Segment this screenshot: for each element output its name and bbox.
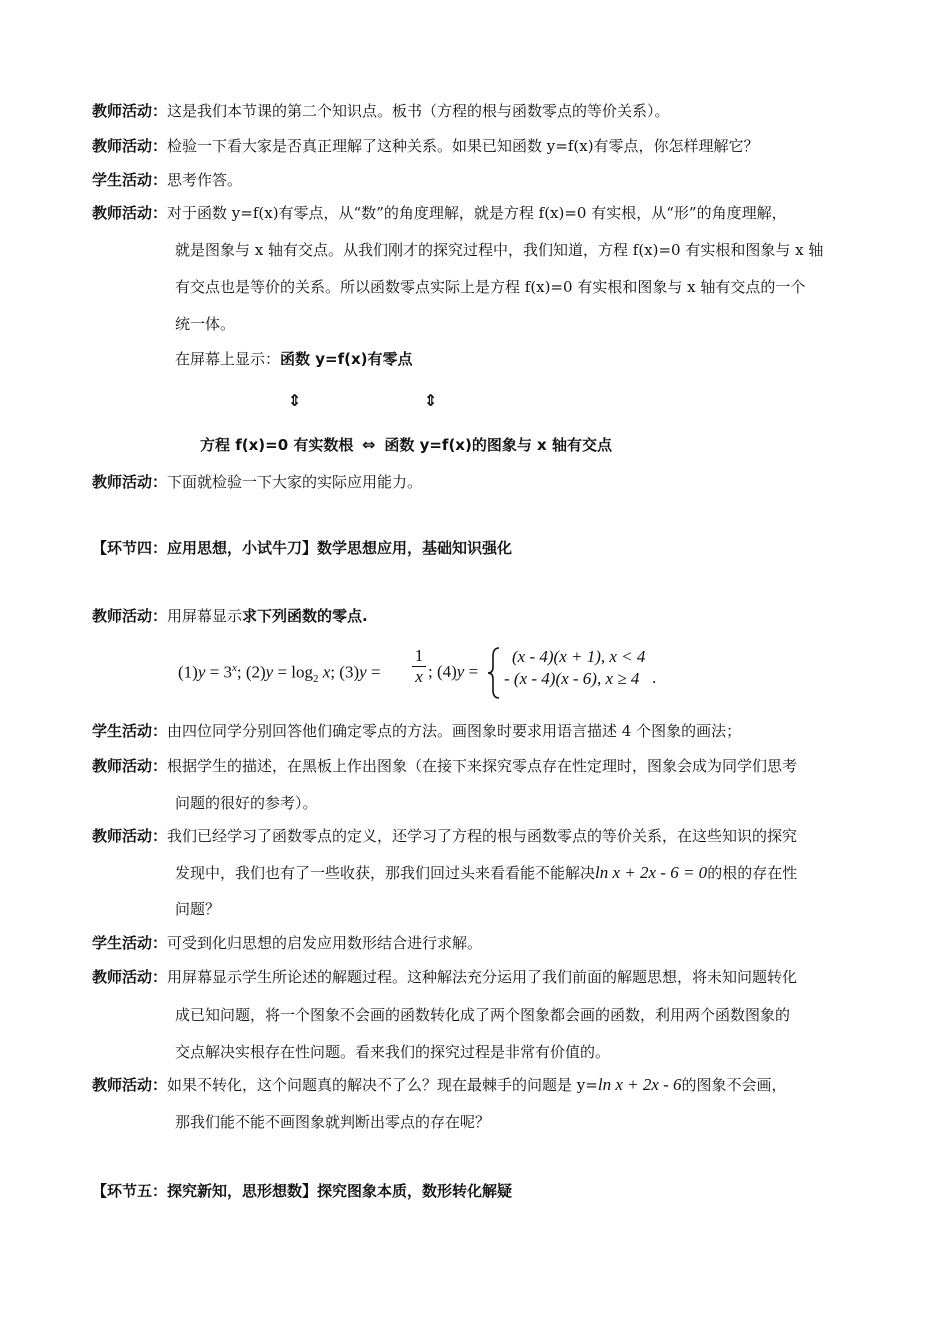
- teacher-activity-5: [92, 606, 368, 626]
- paragraph-line: 问题的很好的参考）。: [175, 794, 318, 812]
- formula-text: ; (2): [236, 662, 266, 682]
- activity-label: 教师活动：: [92, 137, 168, 155]
- activity-text: 用屏幕显示学生所论述的解题过程。这种解法充分运用了我们前面的解题思想，将未知问题转化: [167, 968, 798, 986]
- formula-text: (1): [178, 662, 198, 682]
- screen-equivalence-line: [200, 435, 612, 455]
- formula-text: =: [464, 662, 479, 681]
- activity-text: 如果不转化，这个问题真的解决不了么？现在最棘手的问题是 y=: [167, 1076, 598, 1094]
- activity-label: 教师活动：: [92, 204, 168, 222]
- formula-var: x: [322, 662, 331, 682]
- formula-sup: x: [231, 662, 237, 674]
- teacher-activity-2: [92, 136, 759, 156]
- activity-text: 用屏幕显示: [167, 607, 243, 625]
- functions-formula: [178, 646, 678, 700]
- section-heading-4: 【环节四：应用思想，小试牛刀】数学思想应用，基础知识强化: [92, 539, 513, 557]
- case-line: - (x - 4)(x - 6), x ≥ 4: [504, 669, 640, 688]
- activity-text: 思考作答。: [167, 171, 243, 189]
- activity-text: 根据学生的描述，在黑板上作出图象（在接下来探究零点存在性定理时，图象会成为同学们思考: [167, 757, 798, 775]
- formula-sub: 2: [313, 673, 319, 686]
- formula-var: y: [197, 662, 206, 682]
- activity-text: 对于函数 y=f(x)有零点，从“数”的角度理解，就是方程 f(x)=0 有实根，从“形”的角度理解，: [167, 204, 787, 222]
- paragraph-line: [175, 863, 797, 883]
- paragraph-line: 成已知问题，将一个图象不会画的函数转化成了两个图象都会画的函数，利用两个函数图象的: [175, 1006, 791, 1024]
- teacher-activity-1: [92, 101, 670, 121]
- activity-label: 教师活动：: [92, 473, 168, 491]
- paragraph-text: 的根的存在性: [707, 864, 798, 882]
- formula-text: =: [366, 662, 381, 682]
- screen-right-statement: 函数 y=f(x)的图象与 x 轴有交点: [384, 436, 612, 454]
- section-heading-5: 【环节五：探究新知，思形想数】探究图象本质，数形转化解疑: [92, 1182, 513, 1200]
- formula-text: = 3: [205, 662, 232, 682]
- teacher-activity-9: [92, 1075, 787, 1095]
- inline-equation: ln x + 2x - 6 = 0: [595, 863, 708, 882]
- formula-var: y: [265, 662, 274, 682]
- activity-label: 学生活动：: [92, 171, 168, 189]
- screen-prefix: 在屏幕上显示：: [175, 350, 281, 368]
- case-line: (x - 4)(x + 1), x < 4: [512, 647, 646, 666]
- paragraph-text: 发现中，我们也有了一些收获，那我们回过头来看看能不能解决: [175, 864, 596, 882]
- activity-label: 学生活动：: [92, 934, 168, 952]
- piecewise-cases: [504, 646, 645, 690]
- left-brace-icon: [487, 646, 501, 700]
- activity-bold-text: 求下列函数的零点.: [242, 607, 368, 625]
- teacher-activity-3: [92, 203, 787, 223]
- screen-top-statement: 函数 y=f(x)有零点: [280, 350, 413, 368]
- teacher-activity-8: [92, 967, 797, 987]
- updown-arrow-icon: ⇕: [288, 391, 302, 410]
- activity-text: 我们已经学习了函数零点的定义，还学习了方程的根与函数零点的等价关系，在这些知识的探究: [167, 827, 798, 845]
- inline-equation: ln x + 2x - 6: [597, 1075, 682, 1094]
- paragraph-line: 交点解决实根存在性问题。看来我们的探究过程是非常有价值的。: [175, 1043, 611, 1061]
- paragraph-line: 问题？: [175, 900, 221, 918]
- leftright-arrow-icon: ⇔: [362, 435, 376, 454]
- student-activity-2: [92, 721, 741, 741]
- paragraph-line: 就是图象与 x 轴有交点。从我们刚才的探究过程中，我们知道，方程 f(x)=0 有实根和图象与 x 轴: [175, 241, 824, 259]
- activity-text: 这是我们本节课的第二个知识点。板书（方程的根与函数零点的等价关系）。: [167, 102, 670, 120]
- activity-text: 检验一下看大家是否真正理解了这种关系。如果已知函数 y=f(x)有零点，你怎样理解它？: [167, 137, 759, 155]
- activity-text: 由四位同学分别回答他们确定零点的方法。画图象时要求用语言描述 4 个图象的画法；: [167, 722, 742, 740]
- paragraph-line: 有交点也是等价的关系。所以函数零点实际上是方程 f(x)=0 有实根和图象与 x 轴有交点的一个: [175, 278, 806, 296]
- updown-arrow-icon: ⇕: [424, 391, 438, 410]
- screen-left-statement: 方程 f(x)=0 有实数根: [200, 436, 354, 454]
- fraction-denominator: x: [415, 667, 423, 686]
- screen-display-line: [175, 349, 413, 369]
- student-activity-1: [92, 170, 242, 190]
- formula-text: ; (4): [428, 662, 457, 681]
- student-activity-3: [92, 933, 482, 953]
- activity-label: 教师活动：: [92, 607, 168, 625]
- formula-var: y: [456, 662, 465, 681]
- activity-label: 教师活动：: [92, 102, 168, 120]
- formula-text: = log: [273, 662, 314, 682]
- activity-label: 学生活动：: [92, 722, 168, 740]
- activity-label: 教师活动：: [92, 1076, 168, 1094]
- paragraph-line: 那我们能不能不画图象就判断出零点的存在呢？: [175, 1113, 491, 1131]
- activity-text: 的图象不会画，: [681, 1076, 787, 1094]
- formula-text: .: [652, 668, 657, 687]
- formula-text: ; (3): [330, 662, 360, 682]
- fraction-numerator: 1: [414, 646, 424, 665]
- teacher-activity-4: [92, 472, 422, 492]
- fraction: [412, 646, 426, 687]
- activity-label: 教师活动：: [92, 757, 168, 775]
- activity-label: 教师活动：: [92, 968, 168, 986]
- formula-var: y: [359, 662, 367, 682]
- activity-text: 下面就检验一下大家的实际应用能力。: [167, 473, 423, 491]
- teacher-activity-6: [92, 756, 797, 776]
- activity-text: 可受到化归思想的启发应用数形结合进行求解。: [167, 934, 483, 952]
- paragraph-line: 统一体。: [175, 315, 236, 333]
- activity-label: 教师活动：: [92, 827, 168, 845]
- teacher-activity-7: [92, 826, 797, 846]
